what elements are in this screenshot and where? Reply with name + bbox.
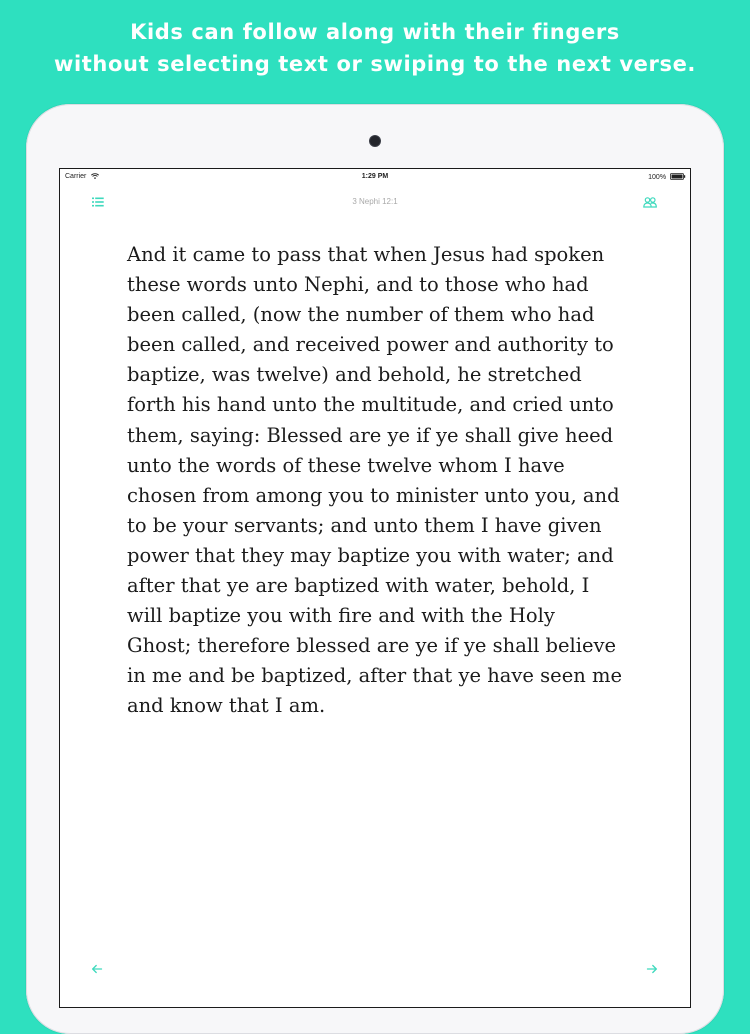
verse-line: Ghost; therefore blessed are ye if ye shall believe [127, 634, 617, 658]
verse-line: after that ye are baptized with water, behold, I [127, 574, 590, 598]
carrier-label: Carrier [65, 173, 87, 180]
promo-headline-line: without selecting text or swiping to the next verse. [54, 52, 696, 76]
verse-line: to be your servants; and unto them I have given [127, 513, 602, 537]
nav-bar [60, 187, 690, 217]
profiles-button[interactable] [643, 195, 657, 209]
verse-line: them, saying: Blessed are ye if ye shall give heed [127, 423, 614, 447]
promo-headline [0, 16, 750, 80]
verse-line: chosen from among you to minister unto you, and [127, 483, 620, 507]
verse-line: And it came to pass that when Jesus had spoken [127, 243, 605, 266]
verse-line: baptize, was twelve) and behold, he stretched [127, 363, 582, 387]
status-battery-group [648, 173, 686, 181]
verse-line: been called, (now the number of them who had [127, 303, 595, 327]
people-icon [643, 195, 657, 209]
battery-icon [670, 173, 686, 180]
app-screen [59, 168, 691, 1008]
verse-line: unto the words of these twelve whom I have [127, 453, 565, 477]
verse-line: power that they may baptize you with water; and [127, 543, 614, 567]
verse-text [127, 240, 627, 722]
promo-headline-line: Kids can follow along with their fingers [130, 20, 620, 44]
camera-icon [370, 136, 380, 146]
previous-verse-button[interactable] [90, 962, 104, 976]
status-time: 1:29 PM [361, 173, 389, 180]
page-title: 3 Nephi 12:1 [352, 197, 398, 206]
verse-line: and know that I am. [127, 694, 326, 718]
arrow-left-icon [90, 962, 104, 976]
verse-line: been called, and received power and authority to [127, 333, 614, 357]
verse-line: these words unto Nephi, and to those who had [127, 273, 589, 297]
verse-line: will baptize you with fire and with the Holy [127, 604, 555, 628]
status-bar [60, 169, 690, 186]
battery-percent: 100% [648, 174, 667, 181]
verse-line: forth his hand unto the multitude, and cried unto [127, 393, 614, 417]
arrow-right-icon [645, 962, 659, 976]
next-verse-button[interactable] [645, 962, 659, 976]
verse-line: in me and be baptized, after that ye have seen me [127, 664, 623, 688]
